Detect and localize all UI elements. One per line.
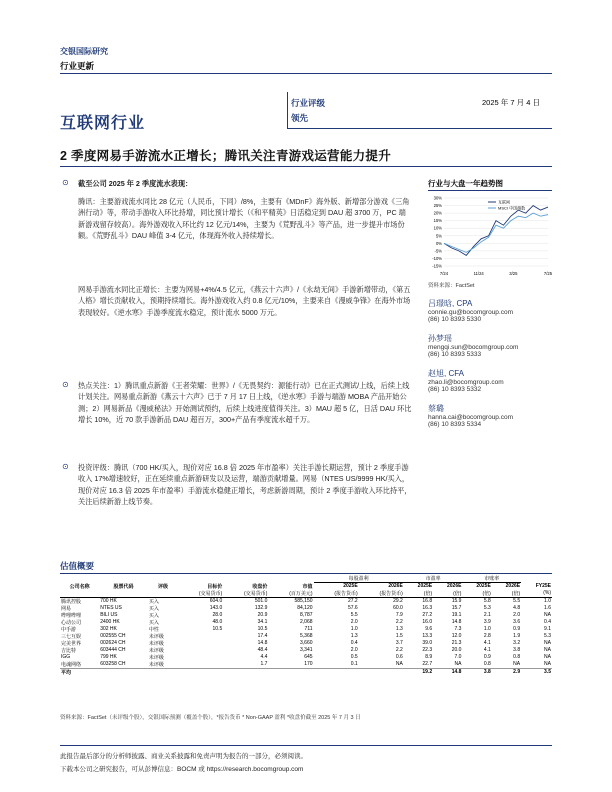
column-header: 公司名称 xyxy=(69,583,90,590)
table-cell: 7.0 xyxy=(454,654,462,660)
report-headline: 2 季度网易手游流水正增长；腾讯关注青游戏运营能力提升 xyxy=(60,149,392,163)
analyst-name: 吕璟晗, CPA xyxy=(428,299,473,308)
table-cell: 4.4 xyxy=(260,654,268,660)
y-tick-label: 25% xyxy=(433,203,442,209)
y-tick-label: -5% xyxy=(434,248,442,254)
table-cell: 132.9 xyxy=(254,605,268,611)
analyst-card xyxy=(428,403,552,428)
y-tick-label: 10% xyxy=(433,225,442,231)
table-cell xyxy=(178,654,223,661)
group-header: 市盈率 xyxy=(404,575,463,583)
footer-rule xyxy=(60,745,552,746)
table-cell: 8.9 xyxy=(425,654,433,660)
legend-label: MSCI 中国指数 xyxy=(498,205,526,211)
table-cell: 7.9 xyxy=(395,612,403,618)
group-header: 市账率 xyxy=(462,575,521,583)
column-subheader xyxy=(60,590,99,598)
table-cell: 哔哩哔哩 xyxy=(61,612,82,619)
trend-chart xyxy=(428,194,552,278)
report-type: 行业更新 xyxy=(60,61,95,71)
analyst-card xyxy=(428,333,552,358)
report-date: 2025 年 7 月 4 日 xyxy=(482,98,540,107)
table-cell: 19.2 xyxy=(404,668,433,676)
disclaimer-line: 此报告最后部分的分析师披露、商业关系披露和免责声明为报告的一部分，必须阅读。 xyxy=(60,753,307,760)
table-cell xyxy=(268,668,313,676)
column-header: 评级 xyxy=(157,583,168,590)
chart-rule xyxy=(428,190,552,191)
column-subheader: (交易货币) xyxy=(223,590,268,598)
table-cell: 711 xyxy=(304,626,313,632)
table-cell: 14.8 xyxy=(257,640,268,646)
table-cell: 三七互娱 xyxy=(61,633,82,640)
table-cell: 买入 xyxy=(148,605,159,612)
table-cell: 20.0 xyxy=(451,647,462,653)
table-cell: 13.3 xyxy=(422,633,433,639)
analyst-name: 赵旭, CFA xyxy=(428,369,465,378)
table-cell: 2.2 xyxy=(395,619,403,625)
valuation-table xyxy=(60,575,552,676)
table-cell: 15.7 xyxy=(451,605,462,611)
y-tick-label: 15% xyxy=(433,218,442,224)
series-line xyxy=(444,213,548,252)
analyst-email[interactable]: zhao.li@bocomgroup.com xyxy=(428,379,504,386)
bullet-icon: ⊙ xyxy=(62,178,69,187)
column-header: 2026E xyxy=(447,583,462,590)
table-cell: 9.1 xyxy=(544,626,551,632)
analyst-list xyxy=(428,298,552,428)
table-cell: 买入 xyxy=(148,612,159,619)
table-cell: NA xyxy=(513,661,521,667)
table-cell: 48.4 xyxy=(257,647,268,653)
column-header: 目标价 xyxy=(207,583,223,590)
table-cell xyxy=(223,668,268,676)
section-2-hotspots: 热点关注：1）腾讯重点新游《王者荣耀：世界》/《无畏契约：源能行动》已在正式测试/上线，后续上线计划关注。网易重点新游《燕云十六声》已于 7 月 17 日上线，《逆水寒》手游与端游 MOBA 产品开始公测；2）网易新品《漫威秘法》开始测试预约，后续上线进度值得关注。3）MAU 超 5 亿，日活 DAU 环比增长 10%，近 70 款手游新品 DAU 超百万，300+产品有季度流水超千万。 xyxy=(78,381,412,425)
subheader-row xyxy=(60,590,552,598)
table-row xyxy=(60,597,552,605)
table-cell: NA xyxy=(454,661,462,667)
chart-source: 资料来源：FactSet xyxy=(428,283,475,289)
table-cell: 84,120 xyxy=(297,605,313,611)
table-cell: 15.9 xyxy=(451,598,462,604)
table-cell: 心动公司 xyxy=(61,619,82,626)
table-row xyxy=(60,640,552,647)
table-cell: 买入 xyxy=(148,619,159,626)
table-cell: 39.0 xyxy=(422,640,433,646)
table-cell: 2.8 xyxy=(483,633,491,639)
table-cell: 2.0 xyxy=(350,619,358,625)
column-header: FY25E xyxy=(535,583,551,589)
table-cell: 585,150 xyxy=(294,598,313,604)
table-cell: 9.6 xyxy=(425,626,433,632)
section-1-tencent: 腾讯：主要游戏流水同比 28 亿元（人民币，下同）/8%，主要有《MDnF》海外版、新增部分游戏《三角洲行动》等，带动手游收入环比持增，同比预计增长（《和平精英》日活稳定到 DAU 超 3700 万，PC 端新游戏留存较高）。海外游戏收入环比约 12 亿元/14%，主要为《荒野乱斗》等产品，进一步提升市场份额。《荒野乱斗》DAU 峰值 3-4 亿元，体现海外收入持续增长。 xyxy=(78,197,410,241)
analyst-phone: (86) 10 8393 5332 xyxy=(428,386,482,393)
table-cell: 7.3 xyxy=(454,626,462,632)
column-subheader: (交易货币) xyxy=(178,590,223,598)
table-cell: 3.9 xyxy=(483,619,491,625)
analyst-phone: (86) 10 8393 5330 xyxy=(428,316,482,323)
table-cell: 中手游 xyxy=(61,626,77,633)
column-header: 2026E xyxy=(505,583,521,590)
table-cell: 未评级 xyxy=(148,661,164,668)
table-cell: 2.9 xyxy=(492,668,521,676)
table-cell: NA xyxy=(544,640,551,646)
table-cell: 1.6 xyxy=(544,605,551,611)
table-cell: 3,660 xyxy=(300,640,313,646)
analyst-phone: (86) 10 8393 5333 xyxy=(428,351,482,358)
table-cell: 603444 CH xyxy=(100,647,126,653)
table-cell: 34.1 xyxy=(257,619,268,625)
table-cell: 5.3 xyxy=(483,605,491,611)
sector-title: 互联网行业 xyxy=(60,115,146,132)
table-cell: 16.8 xyxy=(422,598,433,604)
table-cell: 0.6 xyxy=(395,654,403,660)
table-cell: 60.0 xyxy=(393,605,403,611)
table-cell: 0.9 xyxy=(513,626,521,632)
section-1-netease: 网易手游流水同比正增长：主要为网易+4%/4.5 亿元，《燕云十六声》/《永劫无间》手游新增带动，《第五人格》增长贡献收入，预期持续增长。海外游戏收入约 0.8 亿元/10%，主要来自《漫威争锋》在海外市场表现较好。《逆水寒》手游季度流水稳定，预计流水 5000 万元。 xyxy=(78,285,411,317)
table-cell xyxy=(99,668,148,676)
table-cell: 8,787 xyxy=(300,612,313,618)
table-cell: 12.0 xyxy=(451,633,462,639)
column-header: 2025E xyxy=(476,583,491,590)
table-cell: 1.0 xyxy=(483,626,491,632)
table-cell: NA xyxy=(544,654,551,660)
table-cell: 48.0 xyxy=(212,619,223,625)
column-header: 股票代码 xyxy=(113,583,134,590)
table-row xyxy=(60,612,552,619)
table-cell: 21.3 xyxy=(451,640,462,646)
table-cell: 2.1 xyxy=(483,612,491,618)
table-cell: 19.1 xyxy=(451,612,462,618)
table-cell: 2400 HK xyxy=(100,619,120,625)
column-subheader: (倍) xyxy=(492,590,521,598)
table-cell: 29.2 xyxy=(393,598,403,604)
analyst-email[interactable]: hanna.cai@bocomgroup.com xyxy=(428,414,514,421)
table-row xyxy=(60,661,552,669)
table-cell xyxy=(359,668,404,676)
section-1-heading: 截至公司 2025 年 2 季度流水表现： xyxy=(78,179,193,188)
column-subheader xyxy=(99,590,148,598)
column-subheader: (百万美元) xyxy=(268,590,313,598)
table-cell xyxy=(178,661,223,669)
table-row xyxy=(60,626,552,633)
valuation-source: 资料来源：FactSet（未评级个股），交银国际预测（覆盖个股），*报告货币 * Non-GAAP 盈利 *收盘价截至 2025 年 7 月 3 日 xyxy=(60,715,361,721)
table-row xyxy=(60,605,552,612)
table-cell: 3.8 xyxy=(513,647,521,653)
table-cell: 0.4 xyxy=(544,619,551,625)
brand-logo: 交银国际研究 xyxy=(60,47,108,56)
table-cell: 645 xyxy=(304,654,313,660)
y-tick-label: 20% xyxy=(433,210,442,216)
download-line: 下载本公司之研究报告，可从彭博信息：BOCM 或 https://research.bocomgroup.com xyxy=(60,766,304,773)
y-tick-label: 5% xyxy=(435,233,442,239)
table-cell: 中性 xyxy=(148,626,159,633)
column-subheader: (倍) xyxy=(462,590,491,598)
x-tick-label: 7/25 xyxy=(543,271,552,276)
table-cell: 1.9 xyxy=(513,633,521,639)
table-cell: 4.1 xyxy=(483,640,491,646)
rating-rule xyxy=(287,128,552,129)
table-cell: 0.1 xyxy=(350,661,358,667)
table-cell: 1.0 xyxy=(350,626,358,632)
table-cell: 未评级 xyxy=(148,647,164,654)
analyst-name: 蔡璐 xyxy=(428,404,444,413)
valuation-rule xyxy=(60,573,552,574)
analyst-card xyxy=(428,368,552,393)
column-header: 2025E xyxy=(343,583,358,590)
x-tick-label: 3/25 xyxy=(509,271,518,276)
group-header-row xyxy=(60,575,552,583)
table-cell: 3.5 xyxy=(521,668,552,676)
table-cell: 799 HK xyxy=(100,654,117,660)
table-cell: 吉比特 xyxy=(61,647,77,654)
rating-value: 领先 xyxy=(291,113,309,123)
table-cell: 20.9 xyxy=(257,612,268,618)
header-divider xyxy=(287,92,288,128)
column-subheader: (倍) xyxy=(404,590,433,598)
column-subheader: (报告货币) xyxy=(359,590,404,598)
table-cell: 0.5 xyxy=(350,654,358,660)
table-row xyxy=(60,633,552,640)
table-cell: 2.0 xyxy=(513,612,521,618)
column-subheader: (报告货币) xyxy=(314,590,359,598)
column-header: 2025E xyxy=(417,583,433,590)
table-cell: 22.3 xyxy=(422,647,433,653)
table-cell: 0.8 xyxy=(513,654,521,660)
table-cell: 143.0 xyxy=(209,605,223,611)
table-cell: 002555 CH xyxy=(100,633,126,639)
table-cell: 买入 xyxy=(148,598,159,605)
table-cell: 1.5 xyxy=(395,633,403,639)
table-cell: 0.4 xyxy=(350,640,358,646)
table-cell: 平均 xyxy=(60,668,99,676)
column-subheader: (%) xyxy=(521,590,552,598)
table-cell: 16.3 xyxy=(422,605,433,611)
y-tick-label: 0% xyxy=(435,240,442,246)
table-cell: 5.5 xyxy=(350,612,358,618)
header-rule xyxy=(60,73,552,74)
table-cell: IGG xyxy=(61,654,71,660)
analyst-card xyxy=(428,298,552,323)
column-header: 市值 xyxy=(302,583,313,590)
table-cell: 腾讯控股 xyxy=(61,598,82,605)
table-cell: 未评级 xyxy=(148,633,164,640)
table-cell: NA xyxy=(544,647,551,653)
table-cell: 170 xyxy=(304,661,313,667)
table-row xyxy=(60,619,552,626)
table-cell: 2.2 xyxy=(395,647,403,653)
analyst-phone: (86) 10 8393 5334 xyxy=(428,421,482,428)
table-cell: 3.7 xyxy=(395,640,403,646)
total-row xyxy=(60,668,552,676)
table-cell: 1.3 xyxy=(395,626,403,632)
table-cell: 17.4 xyxy=(257,633,268,639)
table-cell: 2.0 xyxy=(350,647,358,653)
table-cell: 网易 xyxy=(61,605,72,612)
valuation-title: 估值概要 xyxy=(60,561,95,571)
table-cell: 27.2 xyxy=(422,612,433,618)
table-cell: 57.6 xyxy=(347,605,358,611)
table-cell: 700 HK xyxy=(100,598,117,604)
table-cell: 28.0 xyxy=(212,612,223,618)
table-cell: 14.8 xyxy=(451,619,462,625)
table-cell: 5.5 xyxy=(513,598,521,604)
table-cell: 1.3 xyxy=(350,633,358,639)
group-header: 每股盈利 xyxy=(314,575,404,583)
x-tick-label: 11/24 xyxy=(473,271,484,276)
table-cell: 未评级 xyxy=(148,654,164,661)
table-cell: 2,068 xyxy=(300,619,313,625)
rating-label: 行业评级 xyxy=(291,98,326,108)
table-cell: 5,368 xyxy=(300,633,313,639)
table-cell: 27.2 xyxy=(347,598,358,604)
table-cell xyxy=(148,668,178,676)
table-cell: NTES US xyxy=(100,605,122,611)
table-cell: 501.0 xyxy=(254,598,268,604)
column-header: 2026E xyxy=(388,583,403,590)
table-cell: 3.2 xyxy=(513,640,521,646)
table-row xyxy=(60,654,552,661)
analyst-email[interactable]: mengqi.sun@bocomgroup.com xyxy=(428,344,519,351)
table-cell: 5.3 xyxy=(544,633,551,639)
table-row xyxy=(60,647,552,654)
analyst-name: 孙梦瑶 xyxy=(428,334,452,343)
table-cell: 10.5 xyxy=(257,626,268,632)
table-cell: 603258 CH xyxy=(100,661,126,667)
legend-label: 互联网 xyxy=(498,199,510,205)
table-cell: 3.6 xyxy=(513,619,521,625)
table-cell xyxy=(314,668,359,676)
column-header-row xyxy=(60,583,552,590)
table-cell: 未评级 xyxy=(148,640,164,647)
table-cell: 4.1 xyxy=(483,647,491,653)
section-3-rating: 投资评级：腾讯（700 HK/买入，现价对应 16.8 倍 2025 年市盈率）关注手游长期运营，预计 2 季度手游收入 17%增速较好，正在延续重点新游研发以及运营，端游贡献增量。网易（NTES US/9999 HK/买入，现价对应 16.3 倍 2025 年市盈率）手游流水稳健正增长，考虑新游周期，预计 2 季度手游收入环比持平，关注后续新游上线节奏。 xyxy=(78,463,412,507)
table-cell: 1.0 xyxy=(544,598,551,604)
column-header: 收盘价 xyxy=(252,583,268,590)
table-cell: 4.8 xyxy=(513,605,521,611)
table-cell xyxy=(178,668,223,676)
column-subheader xyxy=(148,590,178,598)
y-tick-label: -10% xyxy=(432,255,442,261)
table-cell xyxy=(178,633,223,640)
table-cell: 5.8 xyxy=(483,598,491,604)
bullet-icon: ⊙ xyxy=(62,380,69,389)
table-cell: 604.0 xyxy=(209,598,223,604)
table-cell: 002624 CH xyxy=(100,640,126,646)
table-cell: 0.9 xyxy=(483,654,491,660)
table-cell: 电魂网络 xyxy=(61,661,82,668)
table-cell: 22.7 xyxy=(422,661,433,667)
column-subheader: (倍) xyxy=(433,590,462,598)
table-cell: 14.8 xyxy=(433,668,462,676)
table-cell: 3.8 xyxy=(462,668,491,676)
table-cell: 1.7 xyxy=(260,661,268,667)
table-cell: NA xyxy=(544,612,551,618)
table-cell: 完美世界 xyxy=(61,640,82,647)
bullet-icon: ⊙ xyxy=(62,462,69,471)
table-cell: BILI US xyxy=(100,612,118,618)
table-cell xyxy=(178,647,223,654)
table-cell xyxy=(178,640,223,647)
table-cell: NA xyxy=(544,661,551,667)
y-tick-label: -15% xyxy=(432,263,442,269)
y-tick-label: 30% xyxy=(433,195,442,201)
table-cell: NA xyxy=(395,661,403,667)
table-cell: 3,341 xyxy=(300,647,313,653)
table-cell: 302 HK xyxy=(100,626,117,632)
headline-rule xyxy=(60,166,552,167)
analyst-email[interactable]: connie.gu@bocomgroup.com xyxy=(428,309,514,316)
table-cell: 16.0 xyxy=(422,619,433,625)
table-cell: 0.8 xyxy=(483,661,491,667)
chart-title: 行业与大盘一年趋势图 xyxy=(428,179,503,188)
x-tick-label: 7/24 xyxy=(439,271,449,276)
table-cell: 10.5 xyxy=(212,626,223,632)
